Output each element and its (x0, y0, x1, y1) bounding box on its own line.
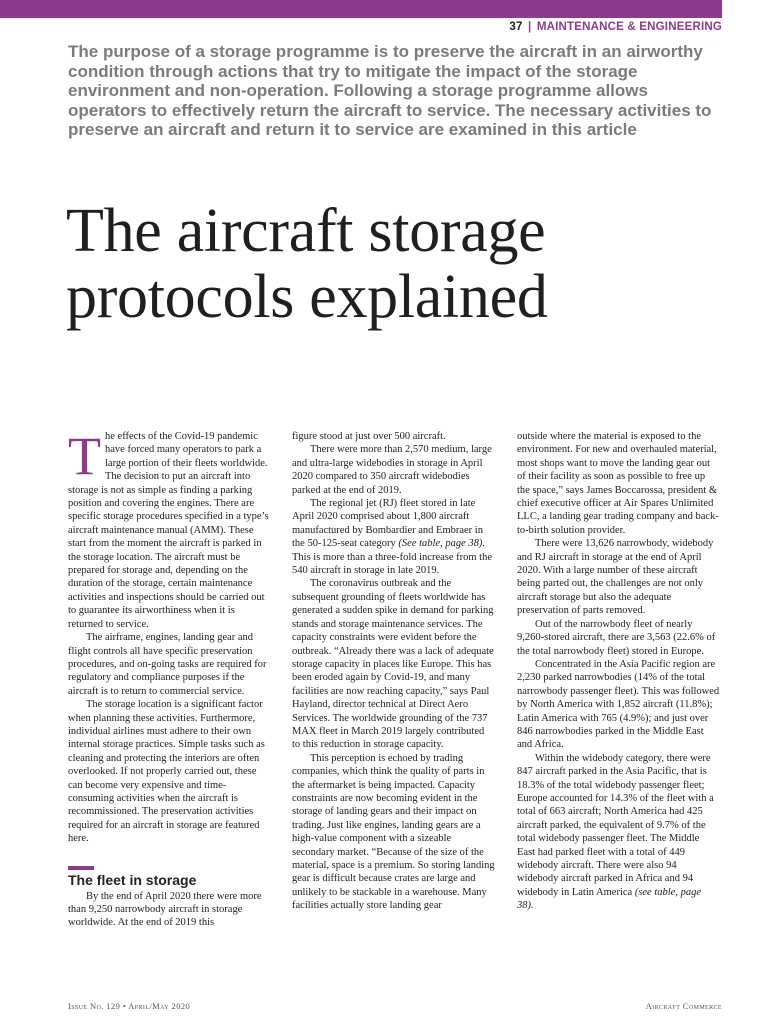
section-header (509, 21, 722, 33)
paragraph-text: The regional jet (RJ) fleet stored in late April 2020 comprised about 1,800 aircraft manufactured by Bombardier and Embraer in the 50-125-seat category (292, 498, 483, 550)
article-paragraph: Out of the narrowbody fleet of nearly 9,260-stored aircraft, there are 3,563 (22.6% of the total narrowbody fleet) stored in Europe. (517, 618, 716, 657)
footer-issue: Issue No. 129 • April/May 2020 (68, 1001, 191, 1011)
section-title: MAINTENANCE & ENGINEERING (536, 21, 722, 33)
subhead: The fleet in storage (68, 871, 197, 888)
article-paragraph: Concentrated in the Asia Pacific region are 2,230 parked narrowbodies (14% of the total narrowbody passenger fleet). This was followed by North America with 1,852 aircraft (11.8%); Latin America with 765 (4.9%); and just over 846 narrowbodies parked in the Middle East and Africa. (517, 658, 720, 751)
headline-line-2: protocols explained (66, 263, 548, 331)
headline (66, 198, 756, 330)
article-paragraph: There were more than 2,570 medium, large and ultra-large widebodies in storage in April 2020 compared to 350 aircraft widebodies parked at the end of 2019. (292, 444, 492, 496)
paragraph-text: Within the widebody category, there were 847 aircraft parked in the Asia Pacific, that is 18.3% of the total widebody passenger fleet; Europe accounted for 14.3% of the fleet with a total of 663 aircraft; North America had 425 aircraft parked, the equivalent of 9.7% of the total widebody passenger fleet. The Middle East had parked fleet with a total of 449 widebody aircraft. There were also 94 widebody aircraft parked in Africa and 94 widebody in Latin America (517, 752, 714, 898)
article-column-3 (517, 430, 720, 913)
article-paragraph: figure stood at just over 500 aircraft. (292, 431, 446, 442)
article-paragraph: This perception is echoed by trading companies, which think the quality of parts in the aftermarket is being impacted. Capacity constraints are now becoming evident in the storage of landing gears and their impact on trading. Just like engines, landing gears are a high-value component with a sizeable secondary market. “Because of the size of the material, space is a premium. So storing landing gear is difficult because crates are large and unlikely to be stackable in a warehouse. Many facilities actually store landing gear (292, 752, 495, 912)
article-paragraph: The coronavirus outbreak and the subsequent grounding of fleets worldwide has generated a sudden spike in demand for parking stands and storage maintenance services. The capacity constraints were evident before the outbreak. “Already there was a lack of adequate storage capacity in places like Europe. This has been eroded again by Covid-19, and many facilities are now reaching capacity,” says Paul Hayland, director technical at Direct Aero Services. The worldwide grounding of the 737 MAX fleet in March 2019 largely contributed to this reduction in storage capacity. (292, 578, 494, 751)
article-column-2 (292, 430, 495, 913)
subhead-rule (68, 866, 94, 870)
article-paragraph: The airframe, engines, landing gear and flight controls all have specific preservation procedures, and on-going tasks are required for regulatory and compliance purposes if the aircraft is to return to commercial service. (68, 632, 267, 697)
article-paragraph: There were 13,626 narrowbody, widebody and RJ aircraft in storage at the end of April 2020. With a large number of these aircraft being parted out, the challenges are not only aircraft storage but also the adequate preservation of parts removed. (517, 538, 714, 617)
table-reference: (see table, page 38). (517, 886, 701, 912)
article-paragraph (68, 426, 271, 631)
article-paragraph: outside where the material is exposed to the environment. For new and overhauled material, most shops want to move the landing gear out of their facility as soon as possible to free up the space,” says James Boccarossa, president & chief executive officer at Air Spares Unlimited LLC, a landing gear trading company and back-to-birth solution provider. (517, 431, 719, 536)
article-column-1 (68, 426, 271, 930)
article-paragraph: By the end of April 2020 there were more than 9,250 narrowbody aircraft in storage worldwide. At the end of 2019 this (68, 890, 262, 929)
article-paragraph (292, 497, 495, 577)
page-number: 37 (509, 21, 523, 33)
footer-publication: Aircraft Commerce (645, 1001, 722, 1011)
table-reference: (See table, page 38). (398, 538, 486, 550)
paragraph-text: he effects of the Covid-19 pandemic have forced many operators to park a large portion of their fleets worldwide. The decision to put an aircraft into storage is not as simple as finding a parking position and covering the engines. There are specific storage procedures specified in a type’s aircraft maintenance manual (AMM). These start from the moment the aircraft is parked in the storage location. The aircraft must be prepared for storage and, depending on the duration of the storage, certain maintenance activities and inspections should be carried out to guarantee its airworthiness when it is returned to service. (68, 431, 269, 630)
header-separator: | (527, 21, 532, 33)
header-color-bar (0, 0, 722, 18)
headline-line-1: The aircraft storage (66, 197, 546, 265)
article-paragraph: The storage location is a significant factor when planning these activities. Furthermore, individual airlines must adhere to their own internal storage practices. Simple tasks such as cleaning and protecting the interiors are often overlooked. If not properly carried out, these can become very expensive and time-consuming activities when the aircraft is recommissioned. The preservation activities required for an aircraft in storage are featured here. (68, 699, 265, 845)
article-paragraph (517, 752, 720, 913)
drop-cap: T (68, 426, 101, 486)
paragraph-text: This is more than a three-fold increase from the 540 aircraft in storage in late 2019. (292, 551, 493, 577)
standfirst: The purpose of a storage programme is to preserve the aircraft in an airworthy condition through actions that try to mitigate the impact of the storage environment and non-operation. Following a storage programme allows operators to effectively return the aircraft to service. The necessary activities to preserve an aircraft and return it to service are examined in this article (68, 42, 712, 139)
